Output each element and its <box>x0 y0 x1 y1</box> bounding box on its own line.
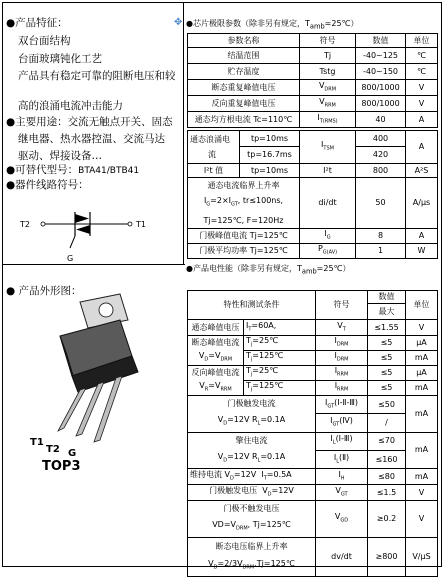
table-row: 通态电流临界上升率 $I_G=2\times I_{GT}$, tr≤100ns, Tj=125℃, F=120Hz di/dt 50 A/μs <box>188 178 438 229</box>
table-row: 门极触发电压 $V_D=12V$ $V_{GT}$ ≤1.5 V <box>188 485 438 501</box>
feature-item: 双台面结构 <box>18 35 71 47</box>
symbol-pin-t1: T1 <box>136 220 146 229</box>
applications-line: 驱动、焊接设备… <box>18 150 102 162</box>
applications-line: 继电器、热水器控温、交流马达 <box>18 133 165 145</box>
limits-table <box>187 33 438 128</box>
table-row: 断态重复峰值电压 $V_{DRM}$ 800/1000 V <box>188 80 438 96</box>
table-row: 维持电流 $V_D=12V$ $I_T=0.5A$ $I_H$ ≤80 mA <box>188 469 438 485</box>
package-pin-t2: T2 <box>46 444 60 455</box>
column-divider <box>183 2 184 264</box>
replace-line <box>6 163 139 178</box>
package-pin-g: G <box>68 448 77 459</box>
table-row: 擎住电流 $V_D=12V$ $R_L=0.1A$ $I_L(Ⅰ-Ⅲ)$ ≤70 mA <box>188 432 438 450</box>
table-row: 通态峰值电压 $I_T=60A$, $V_T$ ≤1.55 V <box>188 320 438 336</box>
replace-label: ●可替代型号： <box>6 164 79 176</box>
table-row: 反向峰值电流 $T_j=25℃$ $I_{RRM}$ ≤5 μA <box>188 366 438 381</box>
table-header: 参数名称 符号 数值 单位 <box>188 34 438 48</box>
table-header: 特性和测试条件 符号 数值 单位 <box>188 291 438 304</box>
feature-item: 台面玻璃钝化工艺 <box>18 53 102 65</box>
features-title: ●产品特征： <box>6 17 68 29</box>
table-row: 门极峰值电流 Tj=125℃ $I_G$ 8 A <box>188 229 438 244</box>
elec-table <box>187 290 438 577</box>
limits-table-tail <box>187 177 438 259</box>
symbol-pin-t2: T2 <box>20 220 30 229</box>
move-handle-icon[interactable]: ✥ <box>174 17 183 28</box>
table-row: $I_{GT}(Ⅳ)$ / <box>188 414 438 432</box>
feature-item: 产品具有稳定可靠的阻断电压和较 <box>18 70 176 82</box>
applications-title: ●主要用途： <box>6 116 68 128</box>
table-row: 结温范围 Tj -40~125 ℃ <box>188 48 438 64</box>
applications-line <box>6 115 173 129</box>
table-row: 门极平均功率 Tj=125℃ $P_{G(AV)}$ 1 W <box>188 244 438 259</box>
elec-title: ●产品电性能（除非另有规定，$T_{amb}=25℃$） <box>186 264 351 276</box>
table-row: 断态峰值电流 $T_j=25℃$ $I_{DRM}$ ≤5 μA <box>188 336 438 351</box>
applications-text: 交流无触点开关、固态 <box>67 116 173 128</box>
symbol-pin-g: G <box>67 254 74 263</box>
triac-symbol <box>18 206 168 276</box>
table-row: tp=16.7ms 420 <box>188 147 438 164</box>
limits-title: ●芯片极限参数（除非另有规定，$T_{amb}=25℃$） <box>186 19 359 31</box>
package-name: TOP3 <box>42 459 81 470</box>
package-pin-t1: T1 <box>30 437 44 448</box>
table-header: 最大 <box>188 304 438 320</box>
table-row: $V_D=V_{DRM}$ $T_j=125℃$ $I_{DRM}$ ≤5 mA <box>188 351 438 366</box>
table-row: 断态电压临界上升率 $V_D=2/3V_{DRM},Tj=125℃$ dv/dt ≥800 V/μS <box>188 537 438 577</box>
replace-value: BTA41/BTB41 <box>78 166 140 176</box>
table-row: 门极触发电流 $V_D=12V$ $R_L=0.1A$ $I_{GT}(Ⅰ-Ⅱ-Ⅲ)$ ≤50 mA <box>188 396 438 414</box>
table-row: 门极不触发电压 $VD=V_{DRM}$, Tj=125℃ $V_{GD}$ ≥0.2 V <box>188 501 438 538</box>
outline-label: ● 产品外形图： <box>6 285 82 297</box>
feature-item: 高的浪涌电流冲击能力 <box>18 100 123 112</box>
table-row: 通态浪涌电 流 tp=10ms $I_{TSM}$ 400 A <box>188 131 438 147</box>
package-drawing <box>20 290 160 470</box>
limits-table-surge <box>187 130 438 178</box>
table-row: $I_L(Ⅱ)$ ≤160 <box>188 450 438 468</box>
symbol-label: ●器件线路符号： <box>6 179 89 191</box>
table-row: I²t 值 tp=10ms I²t 800 A²S <box>188 164 438 178</box>
table-row: 贮存温度 Tstg -40~150 ℃ <box>188 64 438 80</box>
table-row: 通态均方根电流 Tc=110℃ $I_{T(RMS)}$ 40 A <box>188 112 438 128</box>
table-row: $V_R=V_{RRM}$ $T_j=125℃$ $I_{RRM}$ ≤5 mA <box>188 381 438 396</box>
table-row: 反向重复峰值电压 $V_{RRM}$ 800/1000 V <box>188 96 438 112</box>
